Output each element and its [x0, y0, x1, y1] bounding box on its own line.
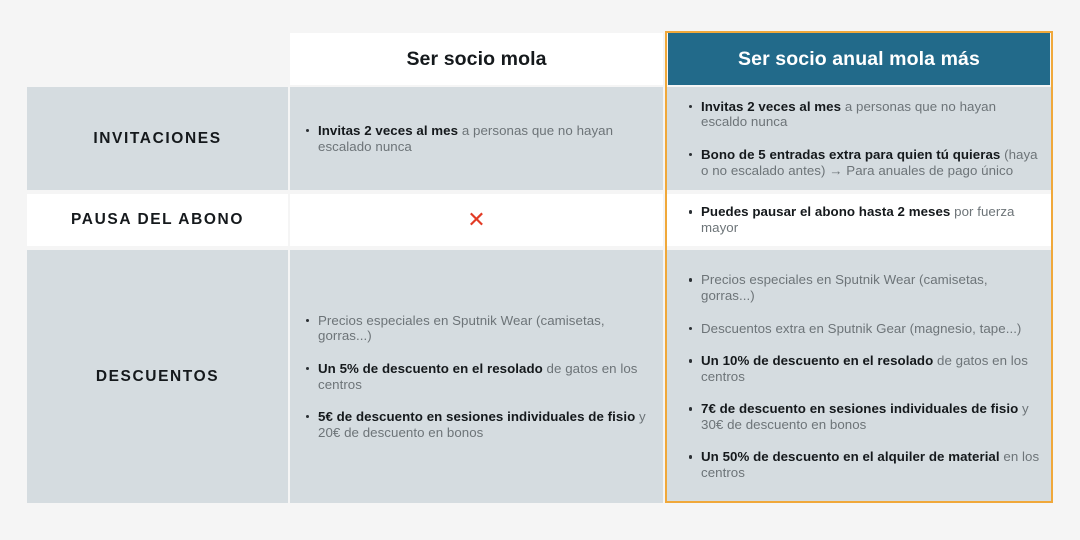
bullet-rest: en los centros	[701, 449, 1040, 481]
bullet-strong: Un 50% de descuento en el alquiler de material	[701, 449, 1000, 465]
row-label-descuentos-text: DESCUENTOS	[95, 367, 220, 385]
column-header-standard-label: Ser socio mola	[406, 47, 547, 70]
list-item	[687, 272, 1045, 303]
bullet-strong: Invitas 2 veces al mes	[701, 98, 842, 114]
bullet-strong: Un 5% de descuento en el resolado	[318, 360, 543, 376]
bullet-rest: y 20€ de descuento en bonos	[318, 409, 646, 440]
cross-icon	[290, 194, 663, 246]
list-item	[687, 401, 1045, 432]
bullet-rest: por fuerza mayor	[701, 204, 1015, 235]
cell-standard-pausa-del-abono	[290, 194, 663, 246]
bullet-rest: Precios especiales en Sputnik Wear (camisetas, gorras...)	[701, 272, 988, 303]
cell-standard-descuentos	[290, 250, 663, 503]
list-item	[687, 321, 1045, 337]
list-item	[687, 449, 1045, 480]
bullet-strong: Bono de 5 entradas extra para quien tú quieras	[701, 147, 1001, 162]
bullet-strong: 5€ de descuento en sesiones individuales de fisio	[318, 409, 636, 425]
list-item	[304, 409, 647, 440]
list-item	[304, 123, 647, 154]
cell-standard-invitaciones	[290, 87, 663, 190]
bullet-rest: de gatos en los centros	[318, 360, 638, 392]
bullet-strong: Invitas 2 veces al mes	[318, 122, 459, 138]
bullet-list	[290, 87, 663, 190]
bullet-list	[665, 194, 1053, 246]
column-header-standard	[290, 33, 663, 85]
list-item	[687, 99, 1043, 130]
bullet-rest: y 30€ de descuento en bonos	[701, 401, 1029, 432]
cross-glyph: ✕	[467, 207, 486, 232]
bullet-rest: de gatos en los centros	[701, 353, 1028, 384]
bullet-strong: Un 10% de descuento en el resolado	[701, 353, 934, 369]
row-label-invitaciones	[27, 87, 288, 190]
row-label-pausa-del-abono	[27, 194, 288, 246]
cell-feature-invitaciones	[665, 87, 1053, 190]
list-item	[687, 147, 1043, 178]
bullet-rest: Descuentos extra en Sputnik Gear (magnesio, tape...)	[701, 320, 1022, 336]
bullet-rest: a personas que no hayan escaldo nunca	[701, 98, 997, 130]
column-header-feature	[668, 33, 1050, 85]
cell-feature-descuentos	[665, 250, 1053, 503]
bullet-strong: Puedes pausar el abono hasta 2 meses	[701, 204, 951, 220]
column-header-feature-label: Ser socio anual mola más	[738, 47, 980, 70]
bullet-strong: 7€ de descuento en sesiones individuales de fisio	[701, 401, 1019, 417]
list-item	[687, 204, 1043, 235]
bullet-rest: a personas que no hayan escalado nunca	[318, 122, 614, 154]
list-item	[304, 313, 647, 344]
row-label-invitaciones-text: INVITACIONES	[93, 129, 222, 147]
bullet-rest: (haya o no escalado antes) → Para anuales de pago único	[701, 147, 1038, 178]
bullet-list	[665, 87, 1053, 190]
row-label-pausa-del-abono-text: PAUSA DEL ABONO	[71, 211, 244, 228]
cell-feature-pausa-del-abono	[665, 194, 1053, 246]
list-item	[687, 353, 1045, 384]
bullet-rest: Precios especiales en Sputnik Wear (camisetas, gorras...)	[318, 312, 605, 344]
row-label-descuentos	[27, 250, 288, 503]
bullet-list	[665, 250, 1053, 503]
list-item	[304, 361, 647, 392]
bullet-list	[290, 250, 663, 503]
